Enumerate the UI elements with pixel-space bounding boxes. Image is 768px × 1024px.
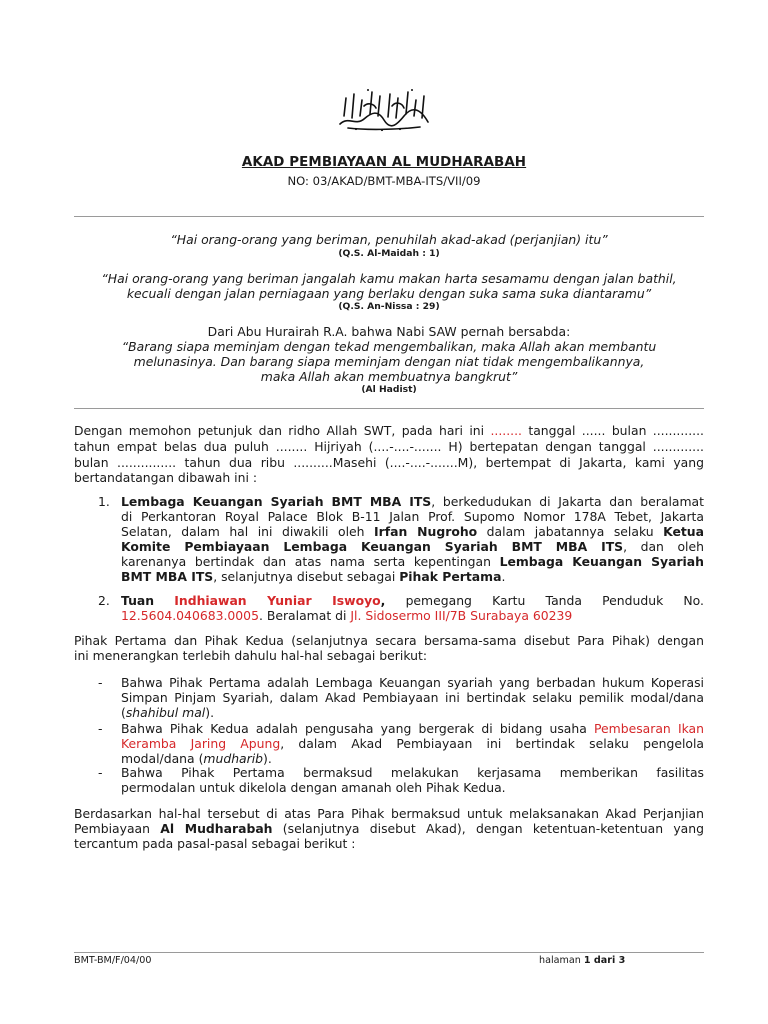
closing-line1: Berdasarkan hal-hal tersebut di atas Para Pihak bermaksud untuk melaksanakan Akad Perjanjian — [74, 806, 704, 821]
bullet1-line3: (shahibul mal). — [121, 705, 215, 720]
bullet2-line1: Bahwa Pihak Kedua adalah pengusaha yang bergerak di bidang usaha Pembesaran Ikan — [121, 721, 705, 736]
hadith-line1: “Barang siapa meminjam dengan tekad mengembalikan, maka Allah akan membantu — [121, 339, 657, 354]
bullet3-dash: - — [98, 765, 103, 780]
party2-line2: 12.5604.040683.0005. Beralamat di Jl. Sidosermo III/7B Surabaya 60239 — [121, 608, 573, 623]
hadith-line3: maka Allah akan membuatnya bangkrut” — [260, 369, 518, 384]
bullet3-line1: Bahwa Pihak Pertama bermaksud melakukan kerjasama memberikan fasilitas — [121, 765, 704, 780]
bullet3-line2: permodalan untuk dikelola dengan amanah oleh Pihak Kedua. — [121, 780, 506, 795]
footer-divider — [74, 952, 704, 953]
closing-line2: Pembiayaan Al Mudharabah (selanjutnya disebut Akad), dengan ketentuan-ketentuan yang — [74, 821, 704, 836]
day-blank: ........ — [490, 423, 522, 438]
bullet1-line1: Bahwa Pihak Pertama adalah Lembaga Keuangan syariah yang berbadan hukum Koperasi — [121, 675, 704, 690]
quote-an-nissa-ref: (Q.S. An-Nissa : 29) — [338, 301, 440, 312]
bullet2-line3: modal/dana (mudharib). — [121, 751, 272, 766]
page-indicator: halaman 1 dari 3 — [539, 955, 626, 966]
quote-al-maidah-ref: (Q.S. Al-Maidah : 1) — [338, 248, 440, 259]
basmalah-calligraphy-icon — [334, 86, 434, 132]
party1-line5: karenanya bertindak dan atas nama serta kepentingan Lembaga Keuangan Syariah — [121, 554, 704, 569]
document-number: NO: 03/AKAD/BMT-MBA-ITS/VII/09 — [287, 174, 481, 188]
party2-name: Indhiawan Yuniar Iswoyo — [174, 593, 381, 608]
bullet2-dash: - — [98, 721, 103, 736]
pihak-line1: Pihak Pertama dan Pihak Kedua (selanjutnya secara bersama-sama disebut Para Pihak) dengan — [74, 633, 704, 648]
ktp-number: 12.5604.040683.0005 — [121, 608, 259, 623]
party2-line1: Tuan Indhiawan Yuniar Iswoyo, pemegang Kartu Tanda Penduduk No. — [121, 593, 704, 608]
party1-line2: di Perkantoran Royal Palace Blok B-11 Jalan Prof. Supomo Nomor 178A Tebet, Jakarta — [121, 509, 704, 524]
opening-line1: Dengan memohon petunjuk dan ridho Allah SWT, pada hari ini ........ tanggal ...... bulan ............. — [74, 423, 704, 438]
quote-al-maidah: “Hai orang-orang yang beriman, penuhilah akad-akad (perjanjian) itu” — [170, 232, 608, 247]
hadith-line2: melunasinya. Dan barang siapa meminjam dengan niat tidak mengembalikannya, — [133, 354, 645, 369]
opening-line3: bulan ............... tahun dua ribu ..........Masehi (....-....-.......M), bertempat di Jakarta, kami yang — [74, 455, 704, 470]
closing-line3: tercantum pada pasal-pasal sebagai berikut : — [74, 836, 356, 851]
quote-an-nissa-line2: kecuali dengan jalan perniagaan yang berlaku dengan suka sama suka diantaramu” — [126, 286, 652, 301]
form-code: BMT-BM/F/04/00 — [74, 955, 152, 966]
party1-line6: BMT MBA ITS, selanjutnya disebut sebagai Pihak Pertama. — [121, 569, 506, 584]
opening-line2: tahun empat belas dua puluh ........ Hijriyah (....-....-....... H) bertepatan dengan tanggal ............. — [74, 439, 704, 454]
bullet1-dash: - — [98, 675, 103, 690]
party2-address: Jl. Sidosermo III/7B Surabaya 60239 — [350, 608, 573, 623]
hadith-ref: (Al Hadist) — [361, 384, 417, 395]
party1-line4: Komite Pembiayaan Lembaga Keuangan Syariah BMT MBA ITS, dan oleh — [121, 539, 704, 554]
hadith-intro: Dari Abu Hurairah R.A. bahwa Nabi SAW pernah bersabda: — [207, 324, 571, 339]
bullet2-line2: Keramba Jaring Apung, dalam Akad Pembiayaan ini bertindak selaku pengelola — [121, 736, 705, 751]
party2-number: 2. — [98, 593, 110, 608]
party1-line3: Selatan, dalam hal ini diwakili oleh Irfan Nugroho dalam jabatannya selaku Ketua — [121, 524, 704, 539]
pihak-line2: ini menerangkan terlebih dahulu hal-hal sebagai berikut: — [74, 648, 427, 663]
document-title: AKAD PEMBIAYAAN AL MUDHARABAH — [241, 155, 527, 170]
party1-number: 1. — [98, 494, 110, 509]
bullet1-line2: Simpan Pinjam Syariah, dalam Akad Pembiayaan ini bertindak selaku pemilik modal/dana — [121, 690, 704, 705]
divider-top — [74, 216, 704, 217]
quote-an-nissa-line1: “Hai orang-orang yang beriman jangalah kamu makan harta sesamamu dengan jalan bathil, — [101, 271, 677, 286]
opening-line4: bertandatangan dibawah ini : — [74, 470, 258, 485]
divider-middle — [74, 408, 704, 409]
party1-line1: Lembaga Keuangan Syariah BMT MBA ITS, berkedudukan di Jakarta dan beralamat — [121, 494, 705, 509]
